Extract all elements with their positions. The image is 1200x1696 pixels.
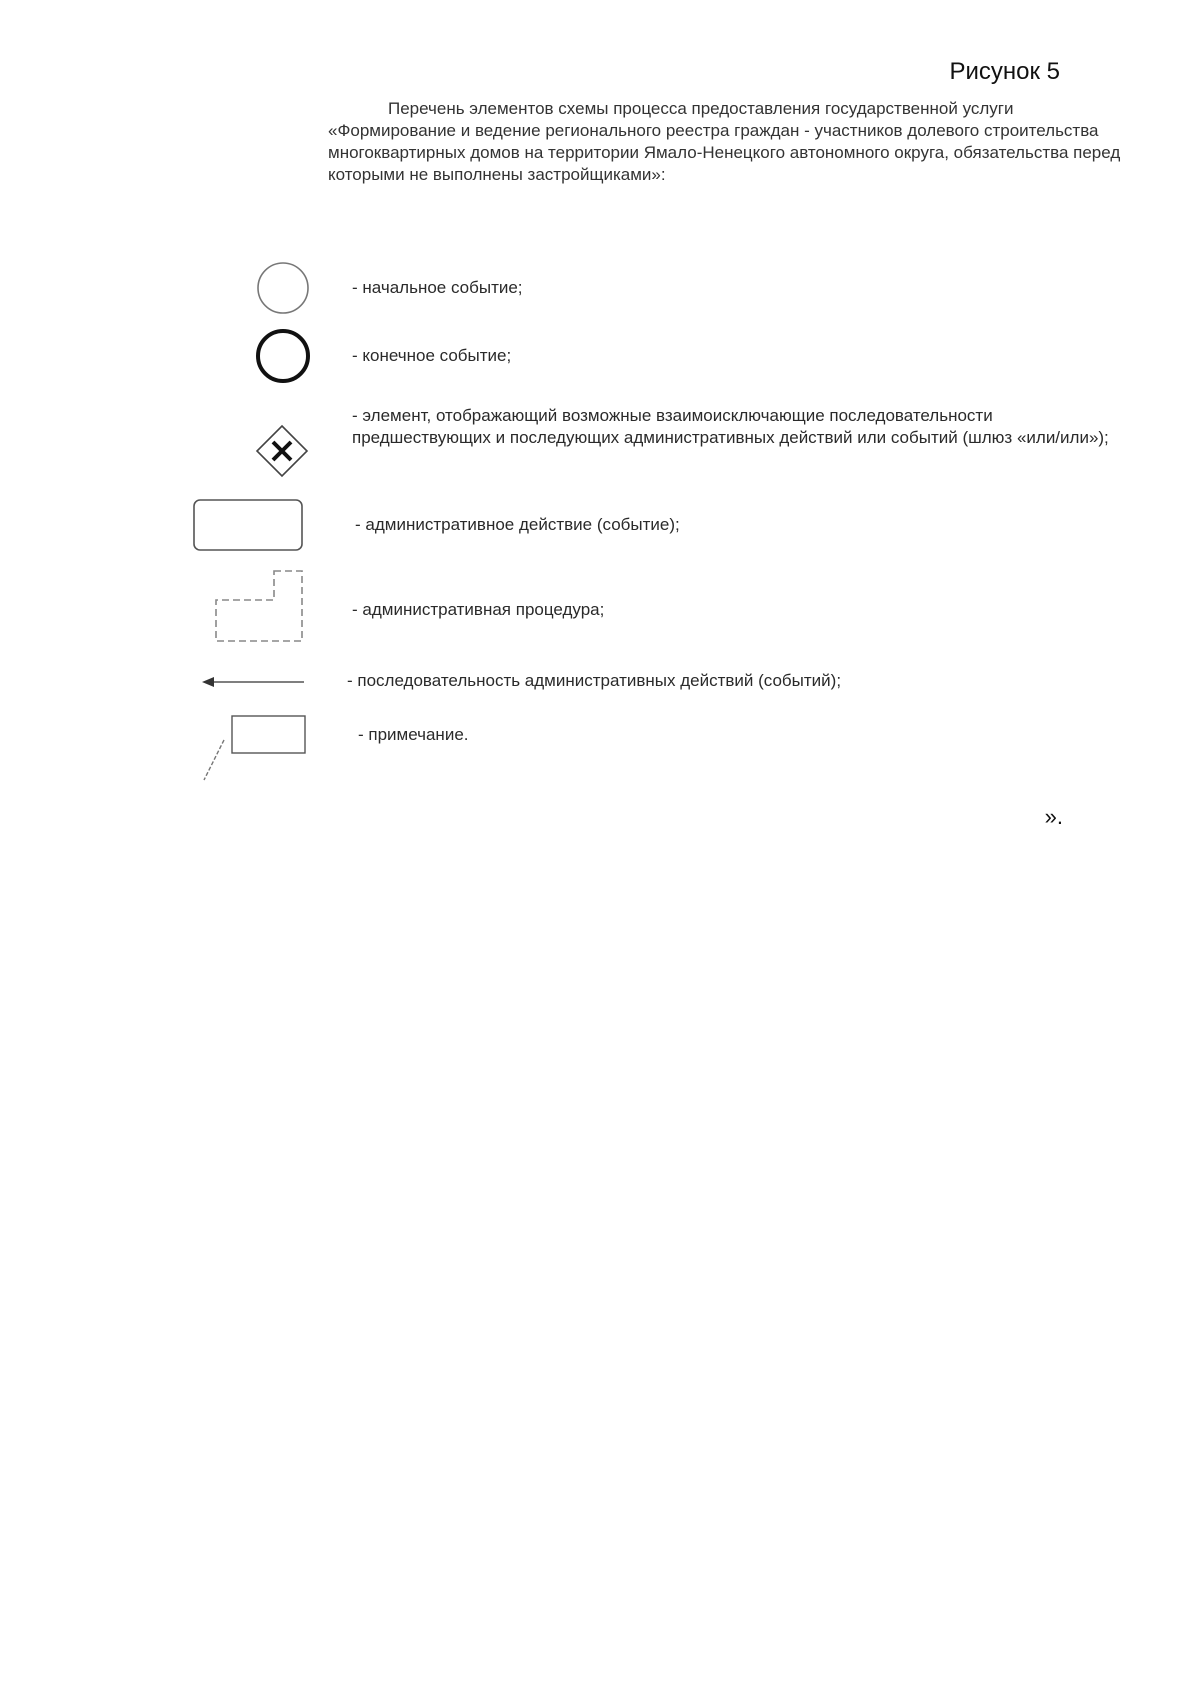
end-event-circle-icon: [252, 325, 314, 387]
exclusive-gateway-icon: [254, 423, 310, 479]
legend-label-end-event: - конечное событие;: [352, 346, 512, 365]
legend-label-sequence-flow: - последовательность административных действий (событий);: [347, 671, 842, 690]
sequence-flow-arrow-icon: [200, 674, 306, 690]
administrative-procedure-icon: [210, 568, 306, 644]
intro-paragraph: Перечень элементов схемы процесса предоставления государственной услуги «Формирование и ведение регионального реестра граждан - участников долевого строительства многоквартирных домов на территории Ямало-Ненецкого автономного округа, обязательства перед которыми не выполнены застройщиками»:: [328, 99, 1121, 184]
administrative-action-icon: [192, 498, 304, 552]
legend-label-start-event: - начальное событие;: [352, 278, 523, 297]
figure-label: Рисунок 5: [949, 58, 1060, 85]
legend-label-exclusive-gateway: - элемент, отображающий возможные взаимоисключающие последовательности предшествующих и последующих административных действий или событий (шлюз «или/или»);: [352, 406, 1109, 447]
legend-label-administrative-procedure: - административная процедура;: [352, 600, 605, 619]
start-event-circle-icon: [253, 258, 313, 318]
legend-label-administrative-action: - административное действие (событие);: [355, 515, 680, 534]
annotation-icon: [196, 714, 308, 784]
closing-quote-mark: ».: [1044, 804, 1063, 829]
legend-label-annotation: - примечание.: [358, 725, 469, 744]
